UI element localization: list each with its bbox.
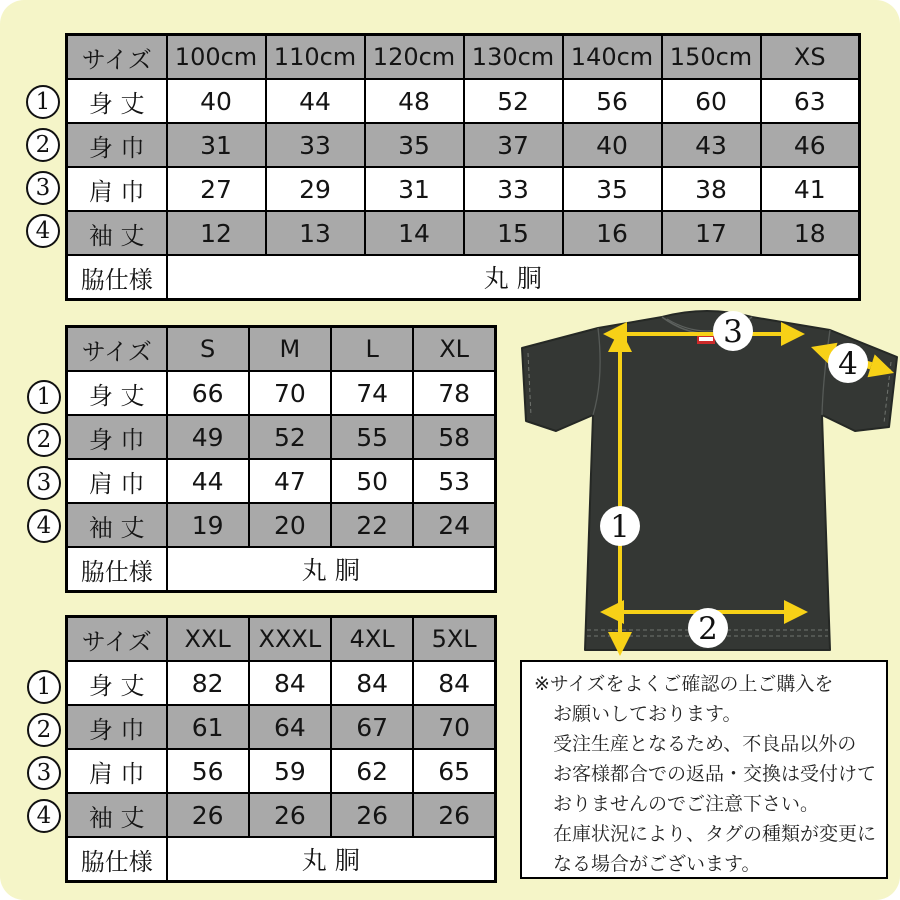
shirt-marker-3 xyxy=(713,311,753,351)
size-cell: 62 xyxy=(331,749,413,793)
size-cell: 31 xyxy=(167,123,266,167)
table-row-body-length xyxy=(67,371,496,415)
size-cell: 27 xyxy=(167,167,266,211)
table-header-row xyxy=(67,35,860,80)
header-cell: L xyxy=(331,327,413,372)
size-cell: 26 xyxy=(249,793,331,837)
table-row-side-spec xyxy=(67,837,496,882)
size-cell: 60 xyxy=(662,79,761,123)
size-cell: 35 xyxy=(365,123,464,167)
table-row-body-width xyxy=(67,123,860,167)
header-cell: サイズ xyxy=(67,617,167,662)
table-header-row xyxy=(67,617,496,662)
size-cell: 40 xyxy=(563,123,662,167)
size-cell: 46 xyxy=(761,123,860,167)
shirt-marker-4 xyxy=(828,343,868,383)
size-cell: 16 xyxy=(563,211,662,255)
size-cell: 40 xyxy=(167,79,266,123)
row-marker-2: 2 xyxy=(27,713,61,747)
size-cell: 70 xyxy=(413,705,495,749)
size-cell: 84 xyxy=(249,661,331,705)
row-label: 身 巾 xyxy=(67,705,167,749)
row-label: 脇仕様 xyxy=(67,255,167,300)
size-cell: 47 xyxy=(249,459,331,503)
svg-text:2: 2 xyxy=(698,611,718,647)
size-cell: 37 xyxy=(464,123,563,167)
row-marker-3: 3 xyxy=(27,466,61,500)
header-cell: XXXL xyxy=(249,617,331,662)
note-line: おりませんのでご注意下さい。 xyxy=(553,793,820,815)
size-cell: 74 xyxy=(331,371,413,415)
row-marker-1: 1 xyxy=(27,380,61,414)
size-table-big xyxy=(65,615,497,883)
table-row-body-length xyxy=(67,661,496,705)
row-marker-2: 2 xyxy=(27,423,61,457)
header-cell: XXL xyxy=(167,617,249,662)
header-cell: M xyxy=(249,327,331,372)
header-cell: 120cm xyxy=(365,35,464,80)
size-cell: 24 xyxy=(413,503,495,547)
size-cell: 35 xyxy=(563,167,662,211)
tshirt-measurement-figure xyxy=(505,300,900,660)
row-label: 脇仕様 xyxy=(67,547,167,592)
size-cell: 33 xyxy=(266,123,365,167)
size-cell: 13 xyxy=(266,211,365,255)
size-cell: 18 xyxy=(761,211,860,255)
row-label: 袖 丈 xyxy=(67,503,167,547)
row-marker-4: 4 xyxy=(26,214,60,248)
note-line: なる場合がございます。 xyxy=(553,853,761,875)
header-cell: XL xyxy=(413,327,495,372)
svg-text:3: 3 xyxy=(723,314,743,350)
size-cell: 84 xyxy=(331,661,413,705)
row-marker-3: 3 xyxy=(27,756,61,790)
size-cell: 48 xyxy=(365,79,464,123)
note-line: ※サイズをよくご確認の上ご購入を xyxy=(534,673,834,695)
row-marker-4: 4 xyxy=(27,799,61,833)
row-marker-1: 1 xyxy=(26,85,60,119)
row-label: 袖 丈 xyxy=(67,793,167,837)
header-cell: サイズ xyxy=(67,327,167,372)
size-cell: 52 xyxy=(464,79,563,123)
note-line: お願いしております。 xyxy=(553,703,742,725)
header-cell: 4XL xyxy=(331,617,413,662)
size-cell: 15 xyxy=(464,211,563,255)
size-cell: 44 xyxy=(266,79,365,123)
table-row-sleeve-length xyxy=(67,793,496,837)
size-cell: 70 xyxy=(249,371,331,415)
row-label: 身 巾 xyxy=(67,415,167,459)
header-cell: 150cm xyxy=(662,35,761,80)
row-label: 身 丈 xyxy=(67,661,167,705)
size-table-kids xyxy=(65,33,861,301)
shirt-marker-2 xyxy=(688,608,728,648)
table-row-side-spec xyxy=(67,255,860,300)
size-cell: 82 xyxy=(167,661,249,705)
table-row-body-width xyxy=(67,705,496,749)
row-label: 身 巾 xyxy=(67,123,167,167)
size-cell: 59 xyxy=(249,749,331,793)
purchase-note-box xyxy=(520,660,888,879)
size-cell: 67 xyxy=(331,705,413,749)
size-cell: 31 xyxy=(365,167,464,211)
row-marker-4: 4 xyxy=(27,509,61,543)
size-cell: 14 xyxy=(365,211,464,255)
size-cell: 22 xyxy=(331,503,413,547)
row-label: 肩 巾 xyxy=(67,459,167,503)
size-cell: 19 xyxy=(167,503,249,547)
header-cell: 5XL xyxy=(413,617,495,662)
neck-tag-stripe xyxy=(699,337,713,341)
size-cell: 26 xyxy=(167,793,249,837)
row-label: 肩 巾 xyxy=(67,167,167,211)
size-cell: 43 xyxy=(662,123,761,167)
side-spec-value: 丸 胴 xyxy=(167,255,860,300)
size-cell: 55 xyxy=(331,415,413,459)
note-line: 在庫状況により、タグの種類が変更に xyxy=(553,823,877,845)
shirt-marker-1 xyxy=(600,506,640,546)
size-cell: 65 xyxy=(413,749,495,793)
size-cell: 44 xyxy=(167,459,249,503)
table-row-sleeve-length xyxy=(67,211,860,255)
header-cell: 140cm xyxy=(563,35,662,80)
row-label: 身 丈 xyxy=(67,79,167,123)
header-cell: サイズ xyxy=(67,35,167,80)
svg-text:4: 4 xyxy=(838,346,858,382)
row-label: 脇仕様 xyxy=(67,837,167,882)
table-row-body-width xyxy=(67,415,496,459)
tshirt-diagram xyxy=(505,300,900,660)
size-cell: 38 xyxy=(662,167,761,211)
row-label: 袖 丈 xyxy=(67,211,167,255)
size-table-adult xyxy=(65,325,497,593)
size-cell: 29 xyxy=(266,167,365,211)
size-cell: 56 xyxy=(167,749,249,793)
size-cell: 61 xyxy=(167,705,249,749)
row-marker-3: 3 xyxy=(26,171,60,205)
row-marker-2: 2 xyxy=(26,128,60,162)
row-marker-1: 1 xyxy=(27,670,61,704)
size-cell: 56 xyxy=(563,79,662,123)
table-row-side-spec xyxy=(67,547,496,592)
size-cell: 49 xyxy=(167,415,249,459)
table-row-shoulder-width xyxy=(67,167,860,211)
size-cell: 26 xyxy=(331,793,413,837)
size-cell: 64 xyxy=(249,705,331,749)
side-spec-value: 丸 胴 xyxy=(167,837,496,882)
header-cell: XS xyxy=(761,35,860,80)
size-cell: 63 xyxy=(761,79,860,123)
table-row-shoulder-width xyxy=(67,459,496,503)
table-row-body-length xyxy=(67,79,860,123)
header-cell: S xyxy=(167,327,249,372)
row-label: 肩 巾 xyxy=(67,749,167,793)
size-cell: 33 xyxy=(464,167,563,211)
size-cell: 41 xyxy=(761,167,860,211)
row-label: 身 丈 xyxy=(67,371,167,415)
size-cell: 26 xyxy=(413,793,495,837)
note-line: お客様都合での返品・交換は受付けて xyxy=(553,763,877,785)
size-cell: 66 xyxy=(167,371,249,415)
table-row-sleeve-length xyxy=(67,503,496,547)
table-header-row xyxy=(67,327,496,372)
note-line: 受注生産となるため、不良品以外の xyxy=(553,733,857,755)
table-row-shoulder-width xyxy=(67,749,496,793)
size-cell: 58 xyxy=(413,415,495,459)
side-spec-value: 丸 胴 xyxy=(167,547,496,592)
header-cell: 130cm xyxy=(464,35,563,80)
header-cell: 110cm xyxy=(266,35,365,80)
size-cell: 52 xyxy=(249,415,331,459)
size-cell: 50 xyxy=(331,459,413,503)
size-cell: 12 xyxy=(167,211,266,255)
size-cell: 53 xyxy=(413,459,495,503)
svg-text:1: 1 xyxy=(610,509,630,545)
size-cell: 17 xyxy=(662,211,761,255)
size-cell: 78 xyxy=(413,371,495,415)
size-cell: 84 xyxy=(413,661,495,705)
size-cell: 20 xyxy=(249,503,331,547)
header-cell: 100cm xyxy=(167,35,266,80)
